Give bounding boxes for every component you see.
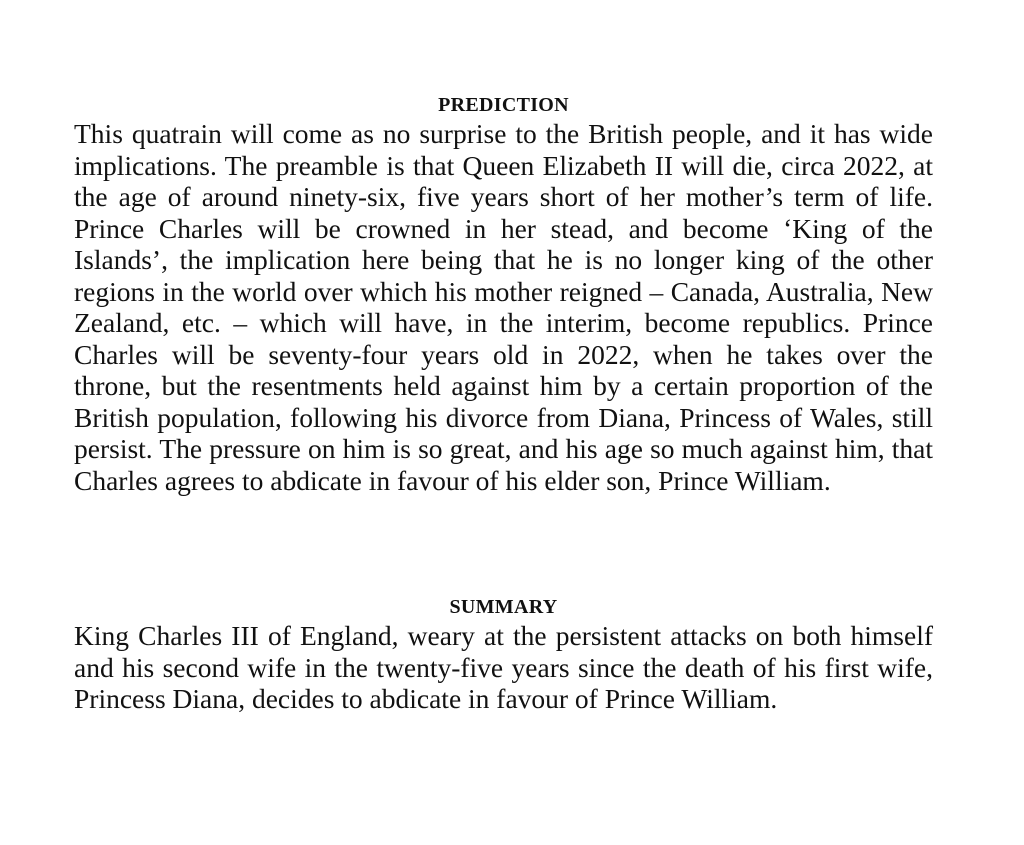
summary-heading: SUMMARY	[449, 596, 558, 618]
prediction-heading: PREDICTION	[438, 94, 569, 116]
prediction-paragraph: This quatrain will come as no surprise to the British people, and it has wide implications. The preamble is that Queen Elizabeth II will die, circa 2022, at the age of around ninety-six, five years short of her mother’s term of life. Prince Charles will be crowned in her stead, and become ‘King of the Islands’, the implication here being that he is no longer king of the other regions in the world over which his mother reigned – Canada, Australia, New Zealand, etc. – which will have, in the interim, become republics. Prince Charles will be seventy-four years old in 2022, when he takes over the throne, but the resentments held against him by a certain proportion of the British population, following his divorce from Diana, Princess of Wales, still persist. The pressure on him is so great, and his age so much against him, that Charles agrees to abdicate in favour of his elder son, Prince William.	[74, 118, 933, 496]
summary-paragraph: King Charles III of England, weary at the persistent attacks on both himself and his second wife in the twenty-five years since the death of his first wife, Princess Diana, decides to abdicate in favour of Prince William.	[74, 620, 933, 714]
